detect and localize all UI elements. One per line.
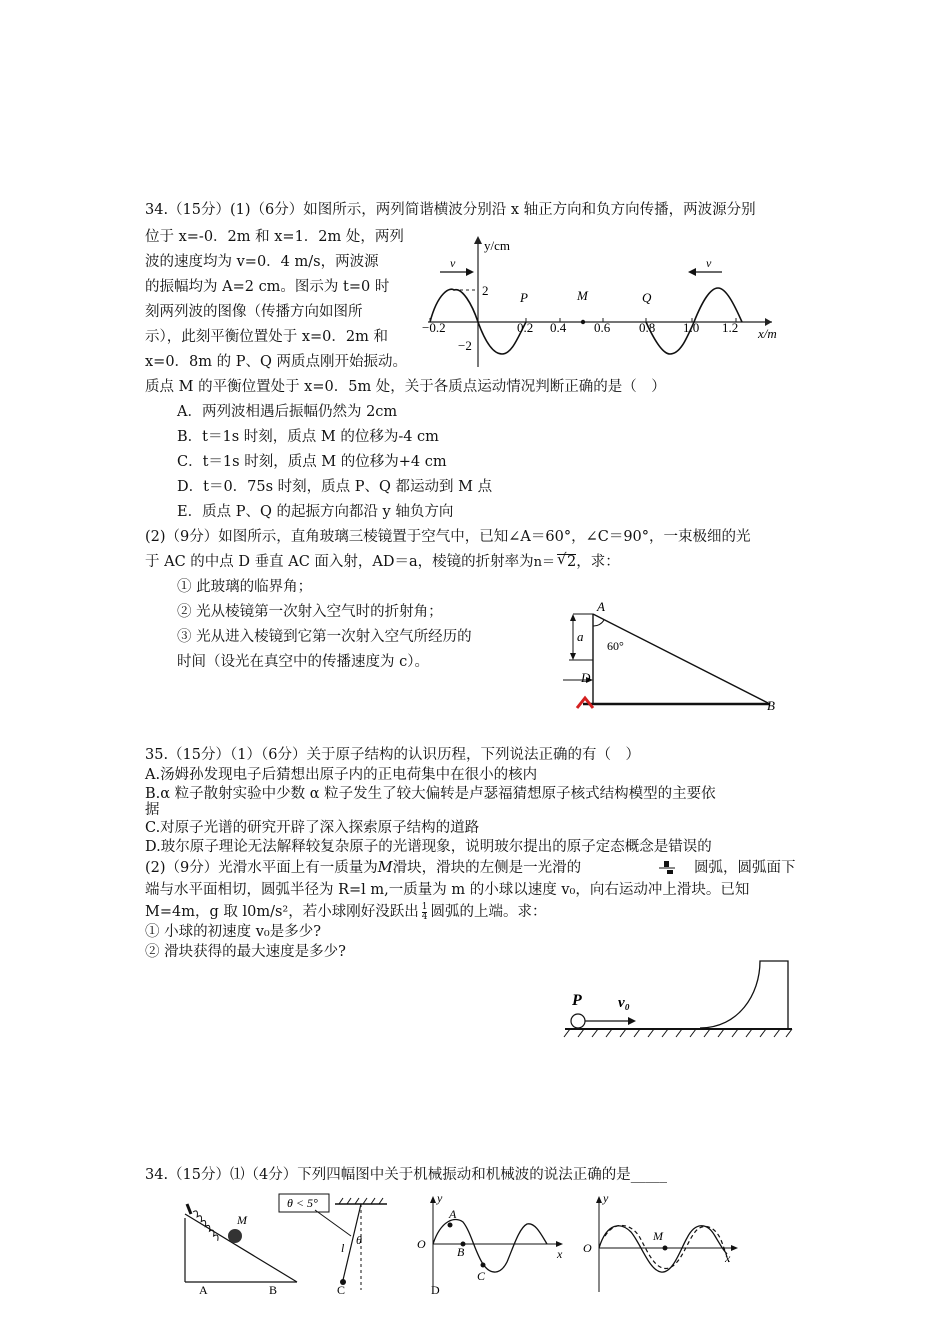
point-q-label: Q xyxy=(642,290,652,305)
q34b-line: 于 AC 的中点 D 垂直 AC 面入射，AD＝a，棱镜的折射率为n＝ √ 2，求： xyxy=(145,550,620,570)
q34b-line: (2)（9分）如图所示，直角玻璃三棱镜置于空气中，已知∠A＝60°，∠C＝90°，一束极细的光 xyxy=(145,529,751,545)
amplitude-label: 2 xyxy=(482,283,489,298)
q35-header: 35.（15分）（1）（6分）关于原子结构的认识历程，下列说法正确的有（ ） xyxy=(145,747,640,763)
q34-line: 波的速度均为 v=0．4 m/s，两波源 xyxy=(145,254,379,270)
fraction-one-quarter: $\frac{1}{4}$ xyxy=(421,901,428,922)
option-b: B．t＝1s 时刻，质点 M 的位移为-4 cm xyxy=(177,429,439,445)
x-label-2: x xyxy=(725,1251,731,1265)
point-m-2: M xyxy=(653,1229,663,1243)
point-c: C xyxy=(477,1269,486,1283)
q34-line: 刻两列波的图像（传播方向如图所 xyxy=(145,304,363,320)
q35-option-a: A.汤姆孙发现电子后猜想出原子内的正电荷集中在很小的核内 xyxy=(145,767,538,783)
q35-option-b-cont: 据 xyxy=(145,802,160,818)
q35-line: M=4m，g 取 l0m/s²，若小球刚好没跃出 $\frac{1}{4}$ 圆弧的上端。求： xyxy=(145,901,547,922)
option-c: C．t＝1s 时刻，质点 M 的位移为+4 cm xyxy=(177,454,447,470)
origin: O xyxy=(417,1237,426,1251)
sub-question: 时间（设光在真空中的传播速度为 c）。 xyxy=(177,654,429,670)
tick-label: 0.4 xyxy=(550,320,567,335)
prism-figure xyxy=(555,598,785,713)
q35-part2-line: 圆弧，圆弧面下 xyxy=(694,860,796,876)
q34-line: 质点 M 的平衡位置处于 x=0．5m 处，关于各质点运动情况判断正确的是（ ） xyxy=(145,379,666,395)
x-label: x xyxy=(557,1247,563,1261)
label-b: B xyxy=(269,1283,278,1297)
y-label-2: y xyxy=(603,1192,609,1205)
velocity-label: v₀ xyxy=(618,995,630,1011)
point-m xyxy=(581,320,585,324)
point-a: A xyxy=(449,1207,457,1221)
q34-header: 34.（15分）(1)（6分）如图所示，两列简谐横波分别沿 x 轴正方向和负方向传播，两波源分别 xyxy=(145,202,756,218)
angle-label: 60° xyxy=(607,639,624,653)
tick-label: 0.6 xyxy=(594,320,611,335)
neg-amplitude-label: −2 xyxy=(458,338,472,353)
length-a: a xyxy=(577,629,584,644)
wave-figure xyxy=(420,232,790,372)
sub-question: ② 光从棱镜第一次射入空气时的折射角； xyxy=(177,604,443,620)
label-a: A xyxy=(199,1283,208,1297)
q35-sub: ① 小球的初速度 v₀是多少? xyxy=(145,924,321,940)
slider-figure xyxy=(560,955,800,1040)
q35-part2-line: (2)（9分）光滑水平面上有一质量为M滑块，滑块的左侧是一光滑的 xyxy=(145,860,582,876)
option-e: E．质点 P、Q 的起振方向都沿 y 轴负方向 xyxy=(177,504,454,520)
ball xyxy=(571,1014,585,1028)
q35-option-b: B.α 粒子散射实验中少数 α 粒子发生了较大偏转是卢瑟福猜想原子核式结构模型的主要依 xyxy=(145,786,716,802)
quarter-arc-icon xyxy=(655,858,679,878)
right-velocity: v xyxy=(706,256,712,270)
q35-option-d: D.玻尔原子理论无法解释较复杂原子的光谱现象，说明玻尔提出的原子定态概念是错误的 xyxy=(145,839,712,855)
string-l: l xyxy=(341,1241,345,1255)
tick-label: 0.2 xyxy=(517,320,534,335)
ball-label: P xyxy=(572,992,582,1009)
angle-box: θ < 5° xyxy=(287,1196,318,1210)
vertex-b: B xyxy=(767,698,775,713)
vertex-a: A xyxy=(597,599,605,614)
mass-m: M xyxy=(237,1213,247,1227)
q35-line: 端与水平面相切，圆弧半径为 R=l m,一质量为 m 的小球以速度 v₀，向右运动冲上滑块。已知 xyxy=(145,882,750,898)
sqrt-2: √ 2 xyxy=(557,550,577,570)
tick-label: −0.2 xyxy=(422,320,446,335)
point-d: D xyxy=(581,670,591,685)
tick-label: 1.2 xyxy=(722,320,739,335)
tick-label: 0.8 xyxy=(639,320,656,335)
point-p-label: P xyxy=(520,290,528,305)
q34c-header: 34.（15分）⑴（4分）下列四幅图中关于机械振动和机械波的说法正确的是_____ xyxy=(145,1167,667,1183)
q34-line: 的振幅均为 A=2 cm。图示为 t=0 时 xyxy=(145,279,390,295)
tick-label: 1.0 xyxy=(683,320,700,335)
four-figures xyxy=(175,1192,775,1304)
label-d: D xyxy=(431,1283,440,1297)
incline-figure xyxy=(185,1204,297,1297)
option-a: A．两列波相遇后振幅仍然为 2cm xyxy=(177,404,398,420)
y-axis-label: y/cm xyxy=(484,238,510,253)
point-b: B xyxy=(457,1245,465,1259)
sub-question: ① 此玻璃的临界角； xyxy=(177,579,313,595)
wave-abc-figure xyxy=(417,1192,563,1297)
q34-line: x=0．8m 的 P、Q 两质点刚开始振动。 xyxy=(145,354,407,370)
label-c: C xyxy=(337,1283,346,1297)
q34-line: 示），此刻平衡位置处于 x=0．2m 和 xyxy=(145,329,388,345)
point-m-label: M xyxy=(577,288,588,303)
wave-m-figure xyxy=(583,1192,738,1292)
theta-label: θ xyxy=(356,1233,362,1247)
origin-2: O xyxy=(583,1241,592,1255)
sub-question: ③ 光从进入棱镜到它第一次射入空气所经历的 xyxy=(177,629,472,645)
option-d: D．t＝0．75s 时刻，质点 P、Q 都运动到 M 点 xyxy=(177,479,493,495)
q35-sub: ② 滑块获得的最大速度是多少? xyxy=(145,944,346,960)
y-label: y xyxy=(437,1192,443,1205)
left-velocity: v xyxy=(450,256,456,270)
x-axis-label: x/m xyxy=(758,326,777,341)
q34-line: 位于 x=-0．2m 和 x=1．2m 处，两列 xyxy=(145,229,404,245)
slider-block xyxy=(700,961,788,1028)
q35-option-c: C.对原子光谱的研究开辟了深入探索原子结构的道路 xyxy=(145,820,480,836)
